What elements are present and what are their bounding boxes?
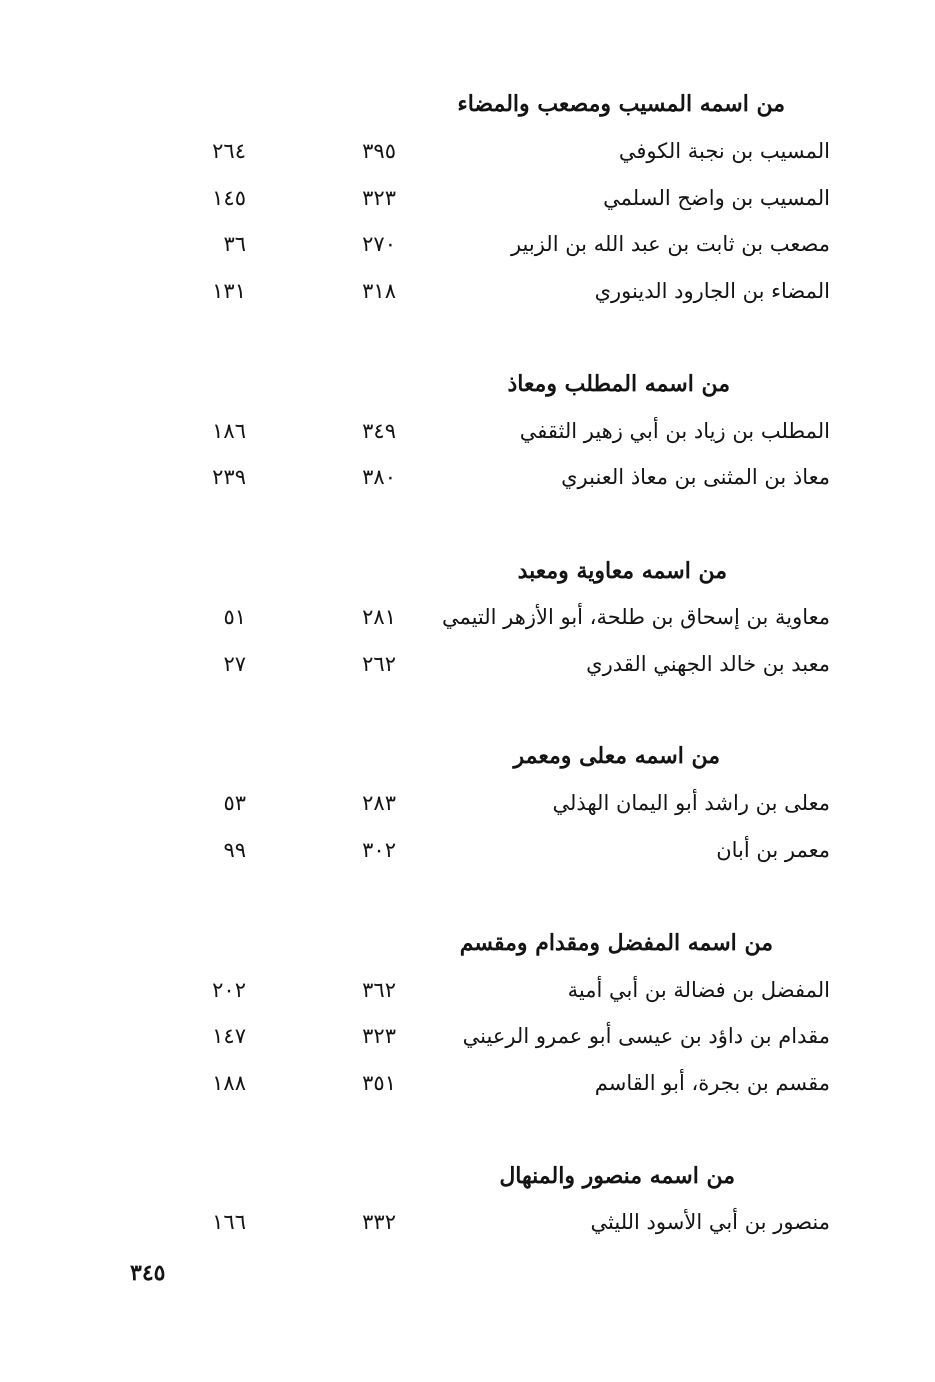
index-entry — [0, 462, 935, 492]
entry-number: ٢٨٣ — [362, 791, 396, 815]
index-entry — [0, 1207, 935, 1237]
entry-page: ٥٣ — [223, 791, 246, 815]
entry-number: ٣٨٠ — [362, 465, 396, 489]
entry-page: ١٨٨ — [212, 1071, 246, 1095]
entry-name: معلى بن راشد أبو اليمان الهذلي — [552, 791, 830, 815]
entry-page: ٢٣٩ — [212, 465, 246, 489]
entry-name: المطلب بن زياد بن أبي زهير الثقفي — [519, 419, 830, 443]
entry-number: ٣٣٢ — [362, 1210, 396, 1234]
entry-page: ١٣١ — [212, 279, 246, 303]
index-entry — [0, 975, 935, 1005]
index-entry — [0, 835, 935, 865]
entry-name: مقدام بن داؤد بن عيسى أبو عمرو الرعيني — [462, 1024, 830, 1048]
entry-name: معبد بن خالد الجهني القدري — [586, 652, 830, 676]
index-entry — [0, 1068, 935, 1098]
page-number: ٣٤٥ — [130, 1260, 166, 1286]
section-heading: من اسمه المطلب ومعاذ — [507, 371, 730, 397]
entry-number: ٣١٨ — [362, 279, 396, 303]
entry-page: ١٦٦ — [212, 1210, 246, 1234]
entry-number: ٣٠٢ — [362, 838, 396, 862]
entry-number: ٣٥١ — [362, 1071, 396, 1095]
entry-number: ٣٤٩ — [362, 419, 396, 443]
entry-page: ٢٠٢ — [212, 978, 246, 1002]
index-entry — [0, 276, 935, 306]
entry-page: ١٤٥ — [212, 186, 246, 210]
index-entry — [0, 183, 935, 213]
index-entry — [0, 602, 935, 632]
entry-name: المسيب بن نجبة الكوفي — [618, 139, 830, 163]
entry-name: مقسم بن بجرة، أبو القاسم — [594, 1071, 830, 1095]
entry-page: ٩٩ — [223, 838, 246, 862]
entry-name: المضاء بن الجارود الدينوري — [594, 279, 830, 303]
index-entry — [0, 229, 935, 259]
entry-name: المسيب بن واضح السلمي — [603, 186, 830, 210]
entry-page: ٢٧ — [223, 652, 246, 676]
entry-name: معمر بن أبان — [716, 838, 830, 862]
section-heading: من اسمه معلى ومعمر — [513, 743, 720, 769]
entry-number: ٣٩٥ — [362, 139, 396, 163]
entry-number: ٢٨١ — [362, 605, 396, 629]
entry-page: ٥١ — [223, 605, 246, 629]
index-entry — [0, 136, 935, 166]
entry-name: المفضل بن فضالة بن أبي أمية — [567, 978, 830, 1002]
entry-number: ٣٦٢ — [362, 978, 396, 1002]
index-entry — [0, 788, 935, 818]
index-entry — [0, 649, 935, 679]
section-heading: من اسمه المفضل ومقدام ومقسم — [459, 930, 773, 956]
index-entry — [0, 1021, 935, 1051]
section-heading: من اسمه المسيب ومصعب والمضاء — [457, 91, 785, 117]
entry-page: ٢٦٤ — [212, 139, 246, 163]
entry-number: ٣٢٣ — [362, 1024, 396, 1048]
entry-name: منصور بن أبي الأسود الليثي — [590, 1210, 830, 1234]
entry-page: ٣٦ — [223, 232, 246, 256]
entry-name: مصعب بن ثابت بن عبد الله بن الزبير — [510, 232, 830, 256]
section-heading: من اسمه معاوية ومعبد — [517, 558, 727, 584]
entry-name: معاوية بن إسحاق بن طلحة، أبو الأزهر التيمي — [441, 605, 830, 629]
index-entry — [0, 416, 935, 446]
entry-number: ٣٢٣ — [362, 186, 396, 210]
entry-number: ٢٧٠ — [362, 232, 396, 256]
entry-page: ١٨٦ — [212, 419, 246, 443]
entry-page: ١٤٧ — [212, 1024, 246, 1048]
entry-name: معاذ بن المثنى بن معاذ العنبري — [561, 465, 830, 489]
section-heading: من اسمه منصور والمنهال — [499, 1163, 735, 1189]
entry-number: ٢٦٢ — [362, 652, 396, 676]
